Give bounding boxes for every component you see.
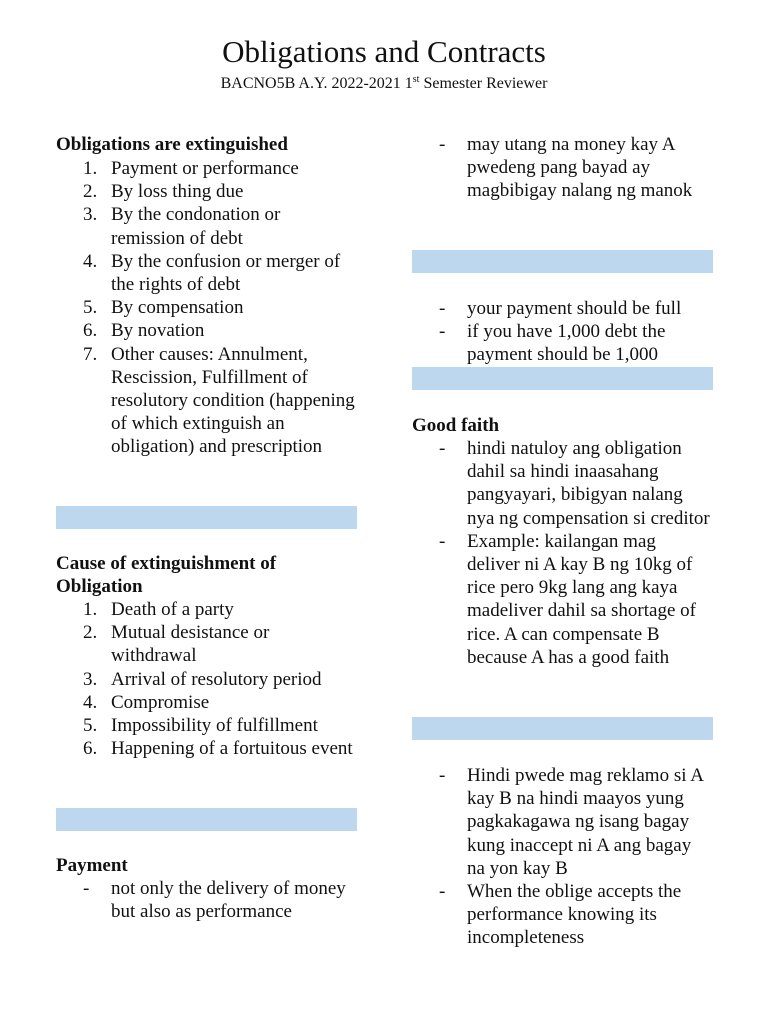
subtitle-rest: Semester Reviewer [419,75,548,92]
dash-bullet: - [439,530,446,552]
list-item [412,437,713,530]
section-divider-bar [56,506,357,529]
list-item-text: By the confusion or merger of the rights of debt [111,250,341,296]
dash-bullet: - [439,298,446,319]
payment-notes-list [56,877,358,923]
section-divider-bar [56,808,357,831]
list-item [56,203,358,249]
section-heading-obligations-extinguished: Obligations are extinguished [56,134,288,155]
list-item-text: if you have 1,000 debt the payment should be 1,000 [467,321,666,366]
list-item [56,598,358,621]
list-item-text: Hindi pwede mag reklamo si A kay B na hindi maayos yung pagkakagawa ng isang bagay kung inaccept ni A ang bagay na yon kay B [467,765,703,879]
list-number: 6. [83,738,98,760]
list-item [56,737,358,760]
list-item-text: By loss thing due [111,181,244,203]
list-number: 2. [83,622,98,644]
list-item [56,714,358,737]
section-heading-payment: Payment [56,855,128,876]
list-number: 3. [83,204,98,226]
list-number: 2. [83,181,98,203]
list-item-text: Other causes: Annulment, Rescission, Fulfillment of resolutory condition (happening of which extinguish an obligation) and prescription [111,343,355,458]
list-item-text: Mutual desistance or withdrawal [111,622,270,667]
list-number: 4. [83,691,98,713]
dash-bullet: - [83,878,90,899]
list-item-text: When the oblige accepts the performance knowing its incompleteness [467,881,682,949]
list-item-text: Arrival of resolutory period [111,668,322,690]
dash-bullet: - [439,134,446,155]
document-title: Obligations and Contracts [222,34,546,69]
section-heading-good-faith: Good faith [412,415,500,436]
list-item-text: Death of a party [111,599,234,620]
list-item-text: By novation [111,320,205,342]
list-number: 5. [83,715,98,737]
list-number: 1. [83,158,98,179]
list-number: 4. [83,250,98,272]
list-item-text: your payment should be full [467,298,682,319]
list-item [56,877,358,923]
list-item [56,691,358,714]
list-number: 6. [83,320,98,342]
list-number: 5. [83,297,98,319]
list-item-text: may utang na money kay A pwedeng pang bayad ay magbibigay nalang ng manok [467,134,693,202]
list-item [56,250,358,296]
subtitle-superscript: st [412,74,420,85]
extinguishment-causes-list [56,598,358,760]
list-item [412,530,713,669]
list-item [56,180,358,203]
list-item [412,320,713,366]
list-item-text: hindi natuloy ang obligation dahil sa hindi inaasahang pangyayari, bibigyan nalang nya ng compensation si creditor [467,438,710,529]
dash-bullet: - [439,438,446,459]
list-item [412,880,713,950]
list-item-text: Compromise [111,691,210,713]
acceptance-notes-list [412,764,713,950]
subtitle-main: BACNO5B A.Y. 2022-2021 1 [220,75,413,92]
dash-bullet: - [439,765,446,786]
good-faith-list [412,437,713,669]
list-item-text: By compensation [111,297,244,319]
list-item [56,343,358,459]
full-payment-list [412,297,713,367]
section-divider-bar [412,717,713,740]
list-item [412,297,713,320]
list-item [56,319,358,342]
payment-example-list [412,133,713,203]
list-item [412,133,713,203]
list-item [56,296,358,319]
list-item-text: not only the delivery of money but also as performance [111,878,346,923]
document-subtitle [0,74,768,94]
list-number: 1. [83,599,98,620]
list-item [56,668,358,691]
list-item-text: Impossibility of fulfillment [111,715,318,737]
list-item-text: Example: kailangan mag deliver ni A kay B ng 10kg of rice pero 9kg lang ang kaya madeliver dahil sa shortage of rice. A can compensate B because A has a good faith [467,530,696,668]
dash-bullet: - [439,881,446,903]
list-item-text: By the condonation or remission of debt [111,204,281,249]
list-item [56,157,358,180]
section-heading-cause-of-extinguishment: Cause of extinguishment of Obligation [56,553,277,598]
list-item [412,764,713,880]
section-divider-bar [412,250,713,273]
list-number: 3. [83,668,98,690]
section-divider-bar [412,367,713,390]
list-number: 7. [83,343,98,365]
dash-bullet: - [439,321,446,343]
extinguishment-modes-list [56,157,358,459]
list-item [56,621,358,667]
list-item-text: Happening of a fortuitous event [111,738,353,760]
list-item-text: Payment or performance [111,158,299,179]
